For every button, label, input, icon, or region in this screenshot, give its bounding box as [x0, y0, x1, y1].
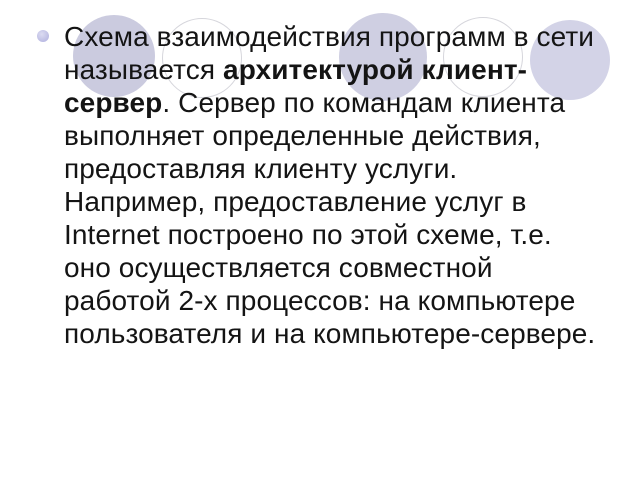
text-segment: называется — [64, 54, 224, 85]
bullet-marker-icon — [37, 30, 49, 42]
text-segment: Схема взаимодействия программ в сети — [64, 21, 595, 52]
text-line — [64, 251, 624, 284]
slide-body-text — [64, 20, 624, 350]
text-line — [64, 152, 624, 185]
text-segment: Например, предоставление услуг в — [64, 186, 527, 217]
text-line — [64, 119, 624, 152]
text-line — [64, 317, 624, 350]
text-line — [64, 86, 624, 119]
text-line — [64, 218, 624, 251]
text-segment: работой 2-х процессов: на компьютере — [64, 285, 576, 316]
text-segment: выполняет определенные действия, — [64, 120, 541, 151]
text-line — [64, 284, 624, 317]
text-segment: предоставляя клиенту услуги. — [64, 153, 458, 184]
text-line — [64, 20, 624, 53]
text-segment-bold: архитектурой клиент- — [223, 54, 528, 85]
text-line — [64, 185, 624, 218]
text-segment-bold: сервер — [64, 87, 163, 118]
text-segment: пользователя и на компьютере-сервере. — [64, 318, 596, 349]
text-segment: . Сервер по командам клиента — [162, 87, 566, 118]
text-line — [64, 53, 624, 86]
text-segment: Internet построено по этой схеме, т.е. — [64, 219, 552, 250]
text-segment: оно осуществляется совместной — [64, 252, 493, 283]
